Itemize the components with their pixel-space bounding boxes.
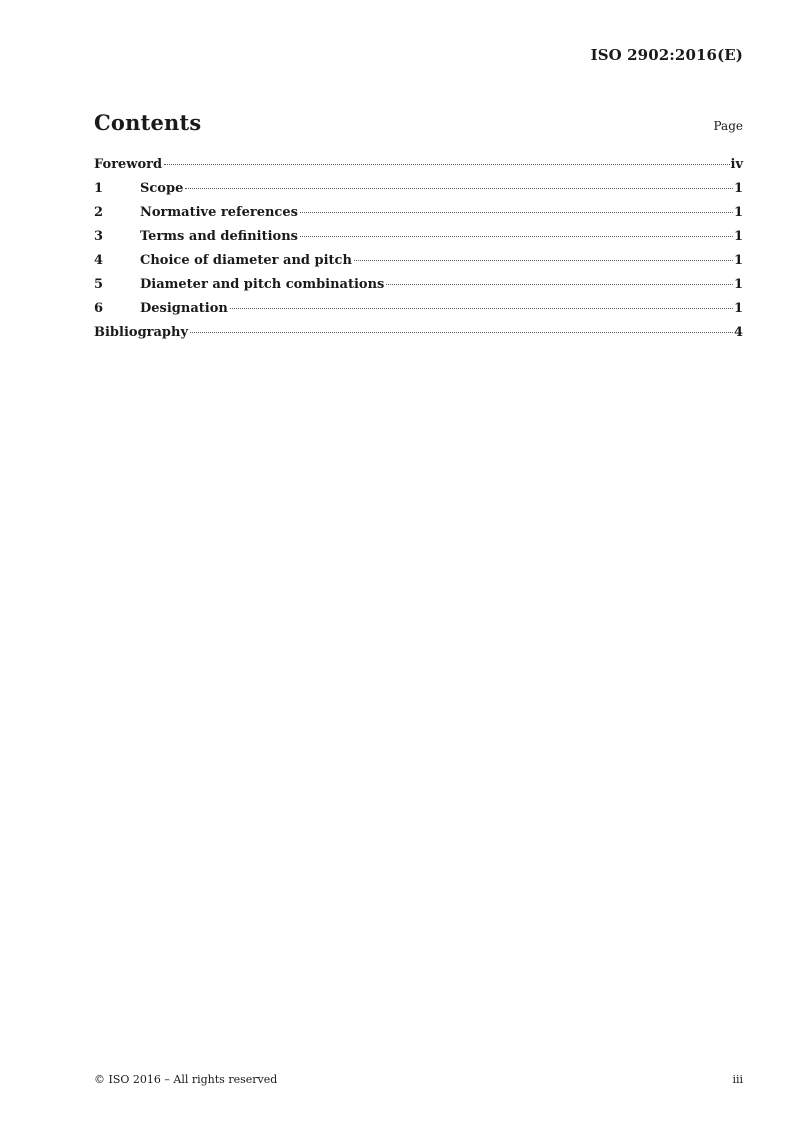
toc-dot-leader	[386, 284, 733, 285]
toc-entry-title: Choice of diameter and pitch	[140, 253, 352, 268]
toc-entry-normative-references[interactable]	[94, 201, 743, 225]
toc-entry-number: 5	[94, 277, 104, 292]
document-identifier: ISO 2902:2016(E)	[590, 46, 743, 64]
page-column-label: Page	[713, 119, 743, 133]
toc-entry-foreword[interactable]	[94, 153, 743, 177]
table-of-contents	[94, 153, 743, 345]
toc-entry-number: 1	[94, 181, 104, 196]
toc-entry-page: 4	[733, 325, 743, 340]
toc-entry-designation[interactable]	[94, 297, 743, 321]
copyright-notice: © ISO 2016 – All rights reserved	[94, 1073, 278, 1086]
toc-entry-page: 1	[733, 301, 743, 316]
toc-entry-choice-of-diameter-and-pitch[interactable]	[94, 249, 743, 273]
toc-entry-page: 1	[733, 253, 743, 268]
contents-title: Contents	[94, 110, 202, 135]
toc-entry-page: 1	[733, 229, 743, 244]
toc-entry-diameter-and-pitch-combinations[interactable]	[94, 273, 743, 297]
toc-entry-page: 1	[733, 181, 743, 196]
toc-entry-title: Normative references	[140, 205, 298, 220]
toc-dot-leader	[190, 332, 733, 333]
page-number: iii	[732, 1073, 743, 1086]
toc-dot-leader	[185, 188, 733, 189]
toc-dot-leader	[300, 236, 733, 237]
toc-entry-page: 1	[733, 205, 743, 220]
toc-entry-title: Terms and definitions	[140, 229, 298, 244]
toc-entry-number: 3	[94, 229, 104, 244]
toc-entry-scope[interactable]	[94, 177, 743, 201]
toc-entry-title: Scope	[140, 181, 184, 196]
toc-entry-title: Foreword	[94, 157, 163, 172]
toc-dot-leader	[230, 308, 733, 309]
toc-entry-number: 4	[94, 253, 104, 268]
toc-entry-title: Designation	[140, 301, 228, 316]
toc-entry-title: Diameter and pitch combinations	[140, 277, 385, 292]
toc-entry-bibliography[interactable]	[94, 321, 743, 345]
toc-entry-page: 1	[733, 277, 743, 292]
toc-entry-title: Bibliography	[94, 325, 189, 340]
contents-header	[94, 110, 743, 140]
toc-entry-number: 2	[94, 205, 104, 220]
toc-dot-leader	[300, 212, 733, 213]
toc-entry-page: iv	[730, 157, 743, 172]
toc-dot-leader	[164, 164, 729, 165]
toc-dot-leader	[354, 260, 733, 261]
toc-entry-number: 6	[94, 301, 104, 316]
toc-entry-terms-and-definitions[interactable]	[94, 225, 743, 249]
